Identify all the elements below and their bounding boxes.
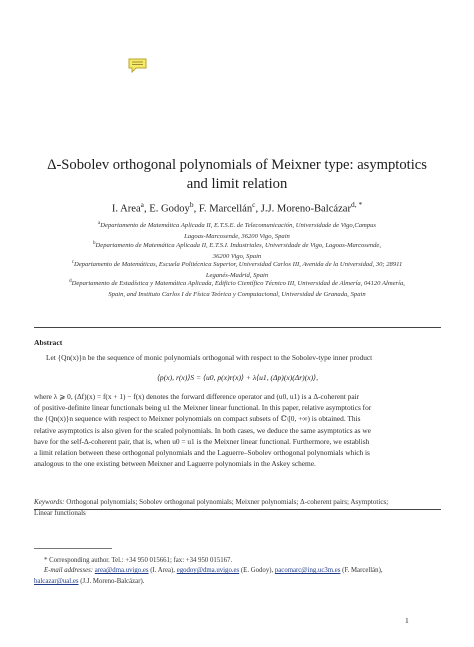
author-affiliation-mark: d, * (351, 200, 363, 209)
abstract-line: of positive-definite linear functionals being u1 the Meixner linear functional. In this paper, relative asymptotics for (34, 403, 372, 413)
abstract-line: relative asymptotics is also given for the scaled polynomials. In both cases, we deduce the same asymptotics as we (34, 425, 371, 435)
abstract-line: the {Qn(x)}n sequence with respect to Meixner polynomials on compact subsets of ℂ\[0, +∞) is obtained. This (34, 414, 361, 424)
keywords-label: Keywords: (34, 498, 65, 506)
affiliation-mark: b (93, 241, 96, 246)
affiliation-line: Departamento de Matemática Aplicada II, E.T.S.I. Industriales, Universidade de Vigo, Lagoas-Marcosende, (95, 242, 381, 250)
paper-title (20, 156, 454, 194)
author-list: I. Area$^a$, E. Godoy$^b$, F. Marcellán$^c$, J.J. Moreno-Balcázar$^{d, *}$ (111, 200, 363, 215)
bottom-divider (34, 509, 441, 510)
author-affiliation-mark: c (252, 200, 256, 209)
abstract-line: where λ ⩾ 0, (Δf)(x) = f(x + 1) − f(x) denotes the forward difference operator and (u0, u1) is a Δ-coherent pair (34, 392, 360, 401)
email-addresses (34, 566, 441, 576)
author-name: J.J. Moreno-Balcázar (260, 203, 352, 215)
footnotes (34, 556, 441, 587)
email-link-marcellan[interactable]: pacomarc@ing.uc3m.es (274, 567, 341, 575)
affiliation-line: Spain, and Instituto Carlos I de Física Teórica y Computacional, Universidad de Granada, Spain (108, 290, 366, 298)
abstract-line: analogous to the one existing between Meixner and Laguerre polynomials in the Askey scheme. (34, 459, 316, 469)
title-line-1: Δ-Sobolev orthogonal polynomials of Meixner type: asymptotics (47, 157, 427, 173)
email-link-godoy[interactable]: egodoy@dma.uvigo.es (176, 567, 240, 575)
email-owner: (I. Area), (148, 567, 177, 575)
affiliation-mark: d (69, 279, 72, 284)
email-owner: (J.J. Moreno-Balcázar). (78, 577, 145, 585)
corresponding-author-note: * Corresponding author. Tel.: +34 950 015661; fax: +34 950 015167. (44, 557, 233, 564)
author-name: E. Godoy (149, 203, 190, 215)
author-affiliation-mark: a (140, 200, 144, 209)
affiliation-mark: a (98, 221, 101, 226)
affiliation-line: Lagoas-Marcosende, 36200 Vigo, Spain (184, 232, 290, 240)
abstract-line: have for the self-Δ-coherent pair, that is, when u0 = u1 is the Meixner linear functional. Furthermore, we establish (34, 436, 370, 446)
keywords (34, 497, 441, 519)
affiliation-line: Departamento de Matemática Aplicada II, E.T.S.E. de Telecomunicación, Universidade de Vigo,Campus (100, 222, 376, 230)
affiliation-line: Departamento de Matemáticas, Escuela Politécnica Superior, Universidad Carlos III, Avenida de la Universidad, 30; 28911 (73, 261, 403, 269)
footnote-rule (34, 548, 112, 549)
email-link-area[interactable]: area@dma.uvigo.es (94, 567, 149, 575)
affiliation-line: Leganés-Madrid, Spain (205, 271, 269, 279)
author-name: F. Marcellán (198, 203, 253, 215)
abstract-heading: Abstract (34, 338, 63, 347)
top-divider (34, 327, 441, 328)
abstract-body (34, 391, 441, 469)
author-affiliation-mark: b (189, 200, 194, 209)
affiliation-d (30, 277, 444, 300)
comment-note-icon[interactable] (128, 58, 147, 73)
email-addresses-cont (34, 577, 441, 587)
email-link-moreno[interactable]: balcazar@ual.es (34, 577, 79, 585)
title-line-2: and limit relation (186, 176, 288, 192)
affiliation-line: 36200 Vigo, Spain (212, 252, 262, 260)
email-owner: (F. Marcellán), (340, 567, 383, 575)
affiliation-line: Departamento de Estadística y Matemática Aplicada, Edificio Científico Técnico III, Universidad de Almería, 04120 Almería, (71, 280, 405, 288)
keywords-line: Orthogonal polynomials; Sobolev orthogonal polynomials; Meixner polynomials; Δ-coherent pairs; Asymptotics; (66, 498, 389, 506)
page-number: 1 (405, 616, 409, 625)
author-name: I. Area (111, 203, 141, 215)
abstract-line: a limit relation between these orthogonal polynomials and the Laguerre–Sobolev orthogonal polynomials which is (34, 448, 370, 458)
inner-product-equation: ⟨p(x), r(x)⟩S = ⟨u0, p(x)r(x)⟩ + λ⟨u1, (Δp)(x)(Δr)(x)⟩, (156, 373, 319, 382)
email-label: E-mail addresses: (44, 567, 94, 575)
abstract-intro: Let {Qn(x)}n be the sequence of monic polynomials orthogonal with respect to the Sobolev-type inner product (46, 353, 373, 362)
keywords-line: Linear functionals (34, 509, 86, 517)
affiliation-mark: c (71, 260, 74, 265)
email-owner: (E. Godoy), (239, 567, 275, 575)
